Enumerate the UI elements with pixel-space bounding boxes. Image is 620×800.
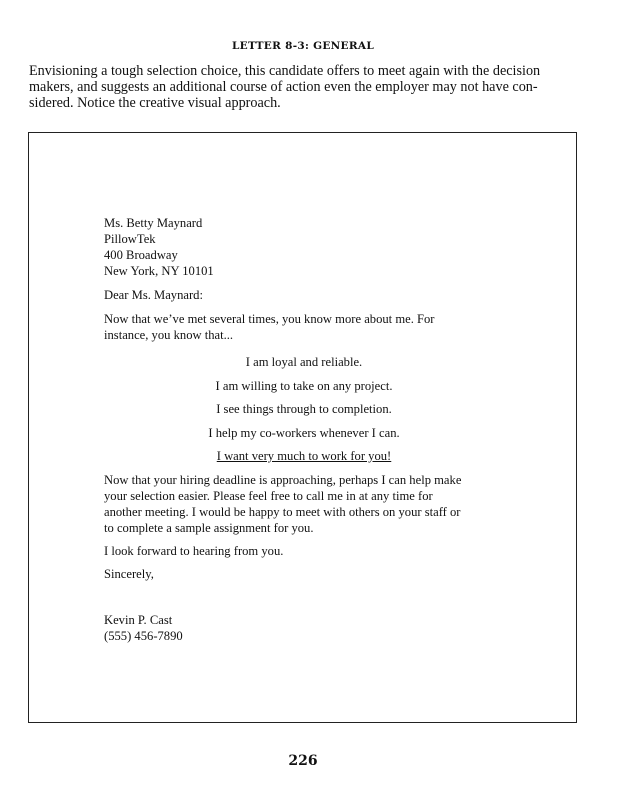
paragraph-line: your selection easier. Please feel free to call me in at any time for: [104, 488, 433, 503]
quality-item: I help my co-workers whenever I can.: [208, 425, 400, 440]
page-number: 226: [288, 753, 318, 769]
recipient-city: New York, NY 10101: [104, 264, 214, 278]
quality-item: I see things through to completion.: [216, 402, 392, 416]
recipient-company: PillowTek: [104, 232, 156, 246]
paragraph-line: Now that we’ve met several times, you know more about me. For: [104, 312, 435, 326]
paragraph-offer: [104, 472, 504, 536]
salutation: Dear Ms. Maynard:: [104, 288, 203, 302]
signature-phone: (555) 456-7890: [104, 628, 183, 643]
paragraph-line: Now that your hiring deadline is approaching, perhaps I can help make: [104, 472, 462, 487]
recipient-name: Ms. Betty Maynard: [104, 216, 203, 230]
signature-block: [104, 612, 504, 644]
paragraph-line: to complete a sample assignment for you.: [104, 520, 314, 535]
paragraph-line: another meeting. I would be happy to meet with others on your staff or: [104, 504, 461, 519]
paragraph-intro: [104, 311, 504, 343]
complimentary-close: Sincerely,: [104, 566, 154, 581]
letter-frame: [28, 132, 577, 723]
paragraph-closing: I look forward to hearing from you.: [104, 543, 284, 558]
letter-heading: LETTER 8-3: GENERAL: [231, 40, 375, 52]
intro-line: sidered. Notice the creative visual approach.: [29, 95, 281, 111]
quality-item-emphasis: I want very much to work for you!: [216, 449, 392, 463]
quality-item: I am loyal and reliable.: [245, 355, 363, 369]
paragraph-line: instance, you know that...: [104, 328, 234, 342]
qualities-list: [104, 354, 504, 464]
intro-text: [29, 63, 585, 111]
recipient-street: 400 Broadway: [104, 248, 178, 262]
intro-line: Envisioning a tough selection choice, this candidate offers to meet again with the decision: [29, 63, 541, 79]
quality-item: I am willing to take on any project.: [215, 378, 393, 393]
recipient-address: [104, 215, 504, 279]
intro-line: makers, and suggests an additional course of action even the employer may not have con-: [29, 79, 538, 95]
letter-body: [104, 215, 504, 644]
signature-name: Kevin P. Cast: [104, 612, 173, 627]
